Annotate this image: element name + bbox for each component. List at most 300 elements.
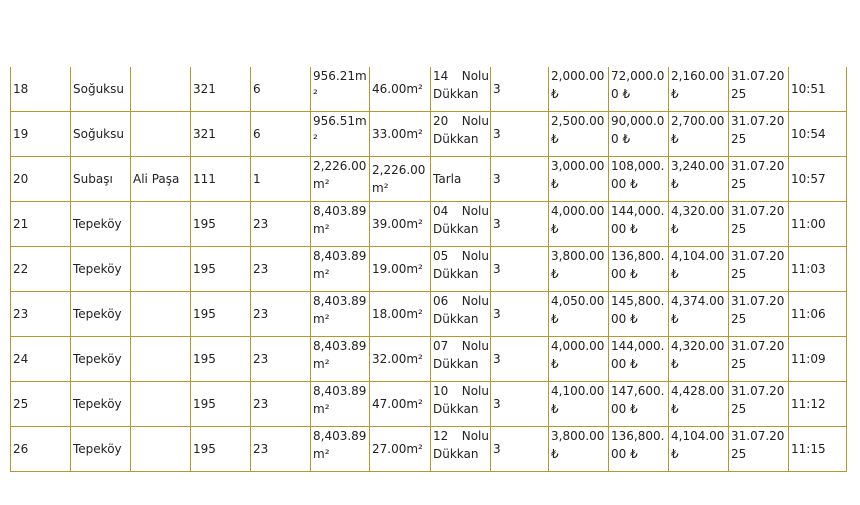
neighborhood-cell-text: Tepeköy bbox=[73, 397, 122, 411]
auction-time-cell-text: 10:54 bbox=[791, 127, 826, 141]
table-row bbox=[11, 427, 847, 472]
auction-time-cell bbox=[789, 157, 847, 202]
row-number-cell-text: 19 bbox=[13, 127, 29, 141]
property-type-cell bbox=[431, 247, 491, 292]
row-number-cell-text: 20 bbox=[13, 172, 29, 186]
block-cell-text: 195 bbox=[193, 262, 216, 276]
property-type-cell-line: 10 Nolu bbox=[433, 384, 489, 398]
row-number-cell bbox=[11, 427, 71, 472]
locality-cell bbox=[131, 157, 191, 202]
total-area-cell-line: m² bbox=[313, 312, 330, 326]
monthly-rent-cell-line: 3,800.00 bbox=[551, 429, 605, 443]
auction-date-cell-line: 25 bbox=[731, 312, 747, 326]
monthly-rent-cell-line: ₺ bbox=[551, 132, 559, 146]
deposit-cell-line: 4,104.00 bbox=[671, 249, 725, 263]
total-rent-cell bbox=[609, 202, 669, 247]
total-area-cell-line: 8,403.89 bbox=[313, 429, 367, 443]
row-number-cell bbox=[11, 337, 71, 382]
parcel-cell-text: 23 bbox=[253, 352, 269, 366]
auction-date-cell-line: 25 bbox=[731, 177, 747, 191]
total-area-cell-line: 956.51m bbox=[313, 114, 367, 128]
parcel-cell-text: 23 bbox=[253, 217, 269, 231]
deposit-cell-line: ₺ bbox=[671, 447, 679, 461]
total-area-cell bbox=[311, 247, 370, 292]
row-number-cell bbox=[11, 247, 71, 292]
share-area-cell-text: 39.00m² bbox=[372, 217, 423, 231]
locality-cell bbox=[131, 247, 191, 292]
row-number-cell bbox=[11, 292, 71, 337]
auction-date-cell-line: 31.07.20 bbox=[731, 384, 785, 398]
neighborhood-cell-text: Tepeköy bbox=[73, 442, 122, 456]
monthly-rent-cell-line: 2,500.00 bbox=[551, 114, 605, 128]
property-type-cell-line: Dükkan bbox=[433, 447, 479, 461]
auction-date-cell bbox=[729, 67, 789, 112]
parcel-cell bbox=[251, 382, 311, 427]
total-area-cell-line: m² bbox=[313, 177, 330, 191]
locality-cell bbox=[131, 337, 191, 382]
property-type-cell-line: 07 Nolu bbox=[433, 339, 489, 353]
total-area-cell-line: ² bbox=[313, 87, 318, 101]
total-rent-cell-line: 00 ₺ bbox=[611, 312, 638, 326]
monthly-rent-cell bbox=[549, 427, 609, 472]
share-area-cell-text: 18.00m² bbox=[372, 307, 423, 321]
deposit-cell bbox=[669, 247, 729, 292]
monthly-rent-cell bbox=[549, 337, 609, 382]
block-cell-text: 195 bbox=[193, 352, 216, 366]
share-area-cell-text: 27.00m² bbox=[372, 442, 423, 456]
monthly-rent-cell-line: 2,000.00 bbox=[551, 69, 605, 83]
block-cell bbox=[191, 292, 251, 337]
parcel-cell bbox=[251, 247, 311, 292]
property-type-cell bbox=[431, 157, 491, 202]
row-number-cell-text: 23 bbox=[13, 307, 29, 321]
deposit-cell-line: 4,104.00 bbox=[671, 429, 725, 443]
auction-date-cell bbox=[729, 337, 789, 382]
monthly-rent-cell-line: 4,000.00 bbox=[551, 204, 605, 218]
total-area-cell bbox=[311, 157, 370, 202]
total-area-cell bbox=[311, 337, 370, 382]
auction-date-cell-line: 31.07.20 bbox=[731, 159, 785, 173]
share-area-cell bbox=[370, 202, 431, 247]
share-area-cell-text: 33.00m² bbox=[372, 127, 423, 141]
total-rent-cell bbox=[609, 292, 669, 337]
monthly-rent-cell-line: ₺ bbox=[551, 177, 559, 191]
total-area-cell bbox=[311, 67, 370, 112]
lease-years-cell bbox=[491, 202, 549, 247]
lease-years-cell bbox=[491, 427, 549, 472]
auction-date-cell-line: 25 bbox=[731, 267, 747, 281]
deposit-cell bbox=[669, 337, 729, 382]
auction-time-cell-text: 10:57 bbox=[791, 172, 826, 186]
total-area-cell-line: m² bbox=[313, 357, 330, 371]
total-rent-cell-line: 00 ₺ bbox=[611, 402, 638, 416]
total-area-cell-line: m² bbox=[313, 267, 330, 281]
auction-date-cell-line: 25 bbox=[731, 402, 747, 416]
deposit-cell bbox=[669, 427, 729, 472]
block-cell bbox=[191, 382, 251, 427]
deposit-cell bbox=[669, 112, 729, 157]
table-row bbox=[11, 112, 847, 157]
monthly-rent-cell-line: 4,000.00 bbox=[551, 339, 605, 353]
auction-time-cell bbox=[789, 337, 847, 382]
total-area-cell bbox=[311, 112, 370, 157]
auction-date-cell-line: 31.07.20 bbox=[731, 69, 785, 83]
parcel-cell bbox=[251, 337, 311, 382]
neighborhood-cell bbox=[71, 67, 131, 112]
property-type-cell bbox=[431, 382, 491, 427]
total-area-cell-line: m² bbox=[313, 447, 330, 461]
locality-cell bbox=[131, 427, 191, 472]
total-area-cell-line: 8,403.89 bbox=[313, 384, 367, 398]
neighborhood-cell-text: Tepeköy bbox=[73, 217, 122, 231]
total-area-cell-line: 8,403.89 bbox=[313, 204, 367, 218]
total-rent-cell-line: 90,000.0 bbox=[611, 114, 665, 128]
parcel-cell-text: 23 bbox=[253, 307, 269, 321]
row-number-cell bbox=[11, 112, 71, 157]
monthly-rent-cell-line: ₺ bbox=[551, 267, 559, 281]
deposit-cell-line: ₺ bbox=[671, 357, 679, 371]
total-rent-cell-line: 144,000. bbox=[611, 204, 665, 218]
monthly-rent-cell-line: ₺ bbox=[551, 87, 559, 101]
property-type-cell-line: Dükkan bbox=[433, 267, 479, 281]
deposit-cell-line: ₺ bbox=[671, 312, 679, 326]
row-number-cell bbox=[11, 157, 71, 202]
property-type-cell-line: 06 Nolu bbox=[433, 294, 489, 308]
table-row bbox=[11, 202, 847, 247]
neighborhood-cell-text: Soğuksu bbox=[73, 127, 124, 141]
deposit-cell-line: ₺ bbox=[671, 132, 679, 146]
total-area-cell-line: 2,226.00 bbox=[313, 159, 367, 173]
total-rent-cell-line: 00 ₺ bbox=[611, 177, 638, 191]
total-rent-cell bbox=[609, 112, 669, 157]
lease-years-cell bbox=[491, 67, 549, 112]
neighborhood-cell-text: Tepeköy bbox=[73, 307, 122, 321]
deposit-cell-line: 2,160.00 bbox=[671, 69, 725, 83]
total-rent-cell-line: 00 ₺ bbox=[611, 267, 638, 281]
neighborhood-cell bbox=[71, 247, 131, 292]
lease-years-cell-text: 3 bbox=[493, 172, 501, 186]
share-area-cell bbox=[370, 112, 431, 157]
total-area-cell-line: m² bbox=[313, 402, 330, 416]
parcel-cell bbox=[251, 112, 311, 157]
neighborhood-cell bbox=[71, 112, 131, 157]
deposit-cell bbox=[669, 67, 729, 112]
neighborhood-cell-text: Subaşı bbox=[73, 172, 113, 186]
table-row bbox=[11, 382, 847, 427]
auction-date-cell-line: 31.07.20 bbox=[731, 204, 785, 218]
share-area-cell bbox=[370, 337, 431, 382]
block-cell bbox=[191, 112, 251, 157]
auction-date-cell bbox=[729, 382, 789, 427]
parcel-cell bbox=[251, 292, 311, 337]
share-area-cell bbox=[370, 247, 431, 292]
row-number-cell bbox=[11, 202, 71, 247]
share-area-cell-text: 46.00m² bbox=[372, 82, 423, 96]
lease-years-cell-text: 3 bbox=[493, 262, 501, 276]
deposit-cell bbox=[669, 292, 729, 337]
deposit-cell-line: ₺ bbox=[671, 267, 679, 281]
block-cell bbox=[191, 157, 251, 202]
table-row bbox=[11, 292, 847, 337]
parcel-cell-text: 23 bbox=[253, 397, 269, 411]
lease-years-cell-text: 3 bbox=[493, 217, 501, 231]
property-type-cell-text: Tarla bbox=[433, 172, 462, 186]
neighborhood-cell bbox=[71, 202, 131, 247]
locality-cell bbox=[131, 292, 191, 337]
auction-time-cell-text: 10:51 bbox=[791, 82, 826, 96]
locality-cell bbox=[131, 382, 191, 427]
property-type-cell bbox=[431, 337, 491, 382]
auction-time-cell-text: 11:03 bbox=[791, 262, 826, 276]
lease-years-cell bbox=[491, 157, 549, 202]
total-rent-cell-line: 00 ₺ bbox=[611, 357, 638, 371]
deposit-cell-line: 4,320.00 bbox=[671, 204, 725, 218]
auction-date-cell bbox=[729, 247, 789, 292]
total-rent-cell bbox=[609, 157, 669, 202]
property-type-cell-line: 14 Nolu bbox=[433, 69, 489, 83]
auction-date-cell-line: 31.07.20 bbox=[731, 114, 785, 128]
total-area-cell-line: 8,403.89 bbox=[313, 339, 367, 353]
deposit-cell-line: ₺ bbox=[671, 402, 679, 416]
lease-years-cell bbox=[491, 292, 549, 337]
deposit-cell-line: 2,700.00 bbox=[671, 114, 725, 128]
total-area-cell bbox=[311, 292, 370, 337]
share-area-cell bbox=[370, 382, 431, 427]
auction-time-cell-text: 11:06 bbox=[791, 307, 826, 321]
monthly-rent-cell bbox=[549, 247, 609, 292]
locality-cell bbox=[131, 202, 191, 247]
table-body bbox=[11, 67, 847, 472]
total-area-cell bbox=[311, 427, 370, 472]
total-rent-cell-line: 0 ₺ bbox=[611, 132, 631, 146]
block-cell-text: 195 bbox=[193, 397, 216, 411]
auction-time-cell-text: 11:15 bbox=[791, 442, 826, 456]
auction-date-cell-line: 25 bbox=[731, 87, 747, 101]
total-rent-cell-line: 00 ₺ bbox=[611, 447, 638, 461]
block-cell-text: 111 bbox=[193, 172, 216, 186]
auction-date-cell bbox=[729, 157, 789, 202]
row-number-cell-text: 21 bbox=[13, 217, 29, 231]
total-rent-cell-line: 136,800. bbox=[611, 249, 665, 263]
total-rent-cell bbox=[609, 427, 669, 472]
auction-date-cell bbox=[729, 202, 789, 247]
deposit-cell-line: 3,240.00 bbox=[671, 159, 725, 173]
deposit-cell-line: 4,374.00 bbox=[671, 294, 725, 308]
lease-years-cell bbox=[491, 112, 549, 157]
neighborhood-cell bbox=[71, 382, 131, 427]
property-type-cell-line: Dükkan bbox=[433, 87, 479, 101]
parcel-cell-text: 6 bbox=[253, 127, 261, 141]
neighborhood-cell-text: Tepeköy bbox=[73, 262, 122, 276]
property-type-cell-line: Dükkan bbox=[433, 132, 479, 146]
monthly-rent-cell bbox=[549, 112, 609, 157]
table-row bbox=[11, 337, 847, 382]
neighborhood-cell bbox=[71, 292, 131, 337]
monthly-rent-cell bbox=[549, 67, 609, 112]
deposit-cell-line: ₺ bbox=[671, 177, 679, 191]
monthly-rent-cell bbox=[549, 292, 609, 337]
total-rent-cell-line: 136,800. bbox=[611, 429, 665, 443]
auction-date-cell-line: 31.07.20 bbox=[731, 339, 785, 353]
neighborhood-cell bbox=[71, 337, 131, 382]
parcel-cell bbox=[251, 157, 311, 202]
total-rent-cell-line: 108,000. bbox=[611, 159, 665, 173]
property-type-cell bbox=[431, 112, 491, 157]
monthly-rent-cell bbox=[549, 157, 609, 202]
block-cell-text: 195 bbox=[193, 442, 216, 456]
lease-years-cell-text: 3 bbox=[493, 82, 501, 96]
auction-date-cell bbox=[729, 292, 789, 337]
table-row bbox=[11, 67, 847, 112]
share-area-cell-text: 19.00m² bbox=[372, 262, 423, 276]
lease-years-cell-text: 3 bbox=[493, 397, 501, 411]
auction-date-cell bbox=[729, 427, 789, 472]
monthly-rent-cell bbox=[549, 202, 609, 247]
auction-date-cell-line: 25 bbox=[731, 222, 747, 236]
property-type-cell-line: 05 Nolu bbox=[433, 249, 489, 263]
locality-cell-text: Ali Paşa bbox=[133, 172, 180, 186]
lease-years-cell bbox=[491, 247, 549, 292]
total-area-cell-line: 956.21m bbox=[313, 69, 367, 83]
auction-time-cell bbox=[789, 292, 847, 337]
row-number-cell bbox=[11, 67, 71, 112]
locality-cell bbox=[131, 67, 191, 112]
neighborhood-cell-text: Soğuksu bbox=[73, 82, 124, 96]
total-rent-cell-line: 0 ₺ bbox=[611, 87, 631, 101]
share-area-cell bbox=[370, 67, 431, 112]
deposit-cell-line: 4,428.00 bbox=[671, 384, 725, 398]
total-rent-cell-line: 145,800. bbox=[611, 294, 665, 308]
block-cell bbox=[191, 427, 251, 472]
block-cell-text: 195 bbox=[193, 217, 216, 231]
property-type-cell-line: 12 Nolu bbox=[433, 429, 489, 443]
deposit-cell-line: ₺ bbox=[671, 222, 679, 236]
total-area-cell-line: 8,403.89 bbox=[313, 249, 367, 263]
deposit-cell-line: 4,320.00 bbox=[671, 339, 725, 353]
neighborhood-cell-text: Tepeköy bbox=[73, 352, 122, 366]
neighborhood-cell bbox=[71, 157, 131, 202]
total-rent-cell-line: 72,000.0 bbox=[611, 69, 665, 83]
share-area-cell-text: 2,226.00 m² bbox=[372, 163, 426, 195]
auction-time-cell-text: 11:12 bbox=[791, 397, 826, 411]
property-type-cell bbox=[431, 202, 491, 247]
total-area-cell bbox=[311, 382, 370, 427]
block-cell bbox=[191, 337, 251, 382]
deposit-cell-line: ₺ bbox=[671, 87, 679, 101]
total-rent-cell-line: 144,000. bbox=[611, 339, 665, 353]
auction-time-cell bbox=[789, 382, 847, 427]
row-number-cell-text: 26 bbox=[13, 442, 29, 456]
parcel-cell bbox=[251, 427, 311, 472]
monthly-rent-cell bbox=[549, 382, 609, 427]
block-cell-text: 195 bbox=[193, 307, 216, 321]
property-type-cell-line: 20 Nolu bbox=[433, 114, 489, 128]
row-number-cell-text: 18 bbox=[13, 82, 29, 96]
auction-date-cell bbox=[729, 112, 789, 157]
monthly-rent-cell-line: ₺ bbox=[551, 357, 559, 371]
tender-table bbox=[10, 67, 847, 472]
total-rent-cell bbox=[609, 247, 669, 292]
table-row bbox=[11, 157, 847, 202]
lease-years-cell-text: 3 bbox=[493, 127, 501, 141]
auction-time-cell bbox=[789, 112, 847, 157]
neighborhood-cell bbox=[71, 427, 131, 472]
total-rent-cell-line: 00 ₺ bbox=[611, 222, 638, 236]
property-type-cell-line: Dükkan bbox=[433, 222, 479, 236]
lease-years-cell bbox=[491, 337, 549, 382]
block-cell bbox=[191, 67, 251, 112]
lease-years-cell-text: 3 bbox=[493, 352, 501, 366]
auction-date-cell-line: 31.07.20 bbox=[731, 294, 785, 308]
total-area-cell-line: ² bbox=[313, 132, 318, 146]
total-rent-cell-line: 147,600. bbox=[611, 384, 665, 398]
locality-cell bbox=[131, 112, 191, 157]
deposit-cell bbox=[669, 382, 729, 427]
block-cell bbox=[191, 247, 251, 292]
deposit-cell bbox=[669, 202, 729, 247]
property-type-cell bbox=[431, 67, 491, 112]
auction-date-cell-line: 31.07.20 bbox=[731, 249, 785, 263]
monthly-rent-cell-line: 4,050.00 bbox=[551, 294, 605, 308]
deposit-cell bbox=[669, 157, 729, 202]
lease-years-cell bbox=[491, 382, 549, 427]
block-cell bbox=[191, 202, 251, 247]
block-cell-text: 321 bbox=[193, 82, 216, 96]
total-rent-cell bbox=[609, 382, 669, 427]
parcel-cell-text: 23 bbox=[253, 262, 269, 276]
row-number-cell bbox=[11, 382, 71, 427]
share-area-cell bbox=[370, 292, 431, 337]
lease-years-cell-text: 3 bbox=[493, 307, 501, 321]
auction-time-cell bbox=[789, 427, 847, 472]
property-type-cell bbox=[431, 427, 491, 472]
monthly-rent-cell-line: ₺ bbox=[551, 312, 559, 326]
monthly-rent-cell-line: 3,800.00 bbox=[551, 249, 605, 263]
auction-date-cell-line: 25 bbox=[731, 357, 747, 371]
auction-date-cell-line: 25 bbox=[731, 132, 747, 146]
total-area-cell bbox=[311, 202, 370, 247]
auction-time-cell bbox=[789, 67, 847, 112]
auction-date-cell-line: 25 bbox=[731, 447, 747, 461]
property-type-cell-line: Dükkan bbox=[433, 357, 479, 371]
auction-time-cell bbox=[789, 247, 847, 292]
monthly-rent-cell-line: ₺ bbox=[551, 222, 559, 236]
auction-time-cell-text: 11:00 bbox=[791, 217, 826, 231]
monthly-rent-cell-line: ₺ bbox=[551, 402, 559, 416]
parcel-cell-text: 23 bbox=[253, 442, 269, 456]
parcel-cell bbox=[251, 67, 311, 112]
parcel-cell bbox=[251, 202, 311, 247]
property-type-cell-line: Dükkan bbox=[433, 312, 479, 326]
share-area-cell bbox=[370, 427, 431, 472]
total-rent-cell bbox=[609, 67, 669, 112]
row-number-cell-text: 25 bbox=[13, 397, 29, 411]
parcel-cell-text: 6 bbox=[253, 82, 261, 96]
table-row bbox=[11, 247, 847, 292]
monthly-rent-cell-line: 3,000.00 bbox=[551, 159, 605, 173]
property-type-cell bbox=[431, 292, 491, 337]
auction-time-cell bbox=[789, 202, 847, 247]
property-type-cell-line: Dükkan bbox=[433, 402, 479, 416]
block-cell-text: 321 bbox=[193, 127, 216, 141]
auction-date-cell-line: 31.07.20 bbox=[731, 429, 785, 443]
lease-years-cell-text: 3 bbox=[493, 442, 501, 456]
share-area-cell bbox=[370, 157, 431, 202]
parcel-cell-text: 1 bbox=[253, 172, 261, 186]
share-area-cell-text: 32.00m² bbox=[372, 352, 423, 366]
monthly-rent-cell-line: 4,100.00 bbox=[551, 384, 605, 398]
monthly-rent-cell-line: ₺ bbox=[551, 447, 559, 461]
